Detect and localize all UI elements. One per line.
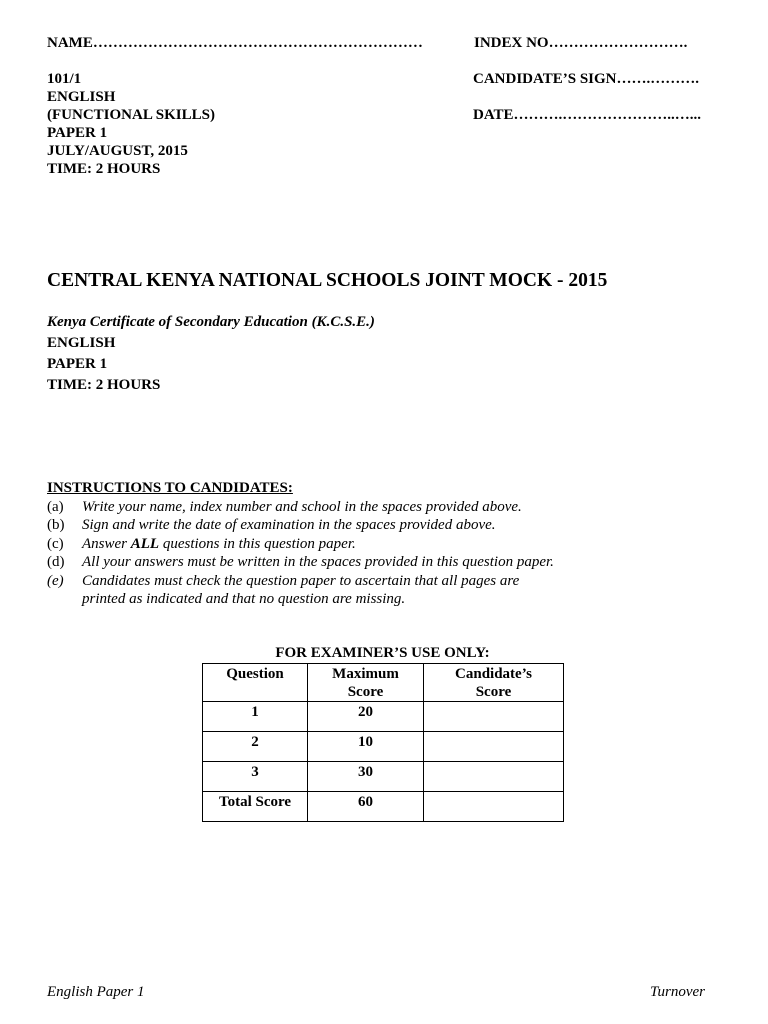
footer-left: English Paper 1: [47, 984, 145, 1000]
column-header-max-score: [308, 664, 424, 702]
paper-time: TIME: 2 HOURS: [47, 161, 161, 177]
column-header-candidate-score: [424, 664, 564, 702]
candidate-score-cell: [424, 702, 564, 732]
instruction-label: (d): [47, 554, 65, 570]
exam-title: CENTRAL KENYA NATIONAL SCHOOLS JOINT MOCK - 2015: [47, 270, 608, 291]
paper-number: PAPER 1: [47, 125, 108, 141]
instruction-label: (c): [47, 535, 64, 552]
instruction-item: [47, 498, 554, 517]
column-header-candidate-score-text: Candidate’s Score: [455, 666, 532, 700]
subtitle-block: [47, 312, 375, 396]
table-header-row: [203, 664, 564, 702]
date-line: DATE……….…………………..…...: [473, 107, 702, 123]
instruction-item: [47, 535, 554, 554]
paper-session: JULY/AUGUST, 2015: [47, 143, 188, 159]
paper-subject: ENGLISH: [47, 89, 116, 105]
index-number-line: INDEX NO……………………….: [474, 35, 688, 51]
max-score-cell: 20: [308, 702, 424, 732]
table-row-total: [203, 792, 564, 822]
instruction-label: (b): [47, 517, 65, 533]
name-line: NAME…………………………………………………………: [47, 35, 423, 51]
candidate-sign-line: CANDIDATE’S SIGN…….……….: [473, 71, 699, 87]
instructions-heading: INSTRUCTIONS TO CANDIDATES:: [47, 480, 293, 496]
footer-right: Turnover: [650, 984, 706, 1000]
question-cell: 1: [203, 702, 308, 732]
paper-subject-detail: (FUNCTIONAL SKILLS): [47, 107, 215, 123]
instructions-block: [47, 479, 554, 609]
kcse-line: Kenya Certificate of Secondary Education (K.C.S.E.): [47, 314, 375, 330]
max-score-cell: 30: [308, 762, 424, 792]
candidate-score-cell: [424, 732, 564, 762]
instruction-label: (e): [47, 572, 64, 589]
instruction-text: [82, 535, 356, 554]
question-cell: 3: [203, 762, 308, 792]
table-row: [203, 702, 564, 732]
column-header-max-score-text: Maximum Score: [332, 666, 399, 700]
instruction-item: [47, 553, 554, 572]
column-header-question: Question: [203, 664, 308, 702]
total-candidate-score-cell: [424, 792, 564, 822]
instruction-text: Write your name, index number and school in the spaces provided above.: [82, 498, 522, 515]
subject-line: ENGLISH: [47, 335, 116, 351]
paper-code: 101/1: [47, 71, 82, 87]
paper-line: PAPER 1: [47, 356, 108, 372]
examiner-score-table: [202, 663, 564, 822]
paper-info-block: [47, 70, 215, 178]
instruction-text: All your answers must be written in the spaces provided in this question paper.: [82, 554, 554, 570]
instruction-text-emphasis: ALL: [130, 535, 160, 552]
total-label-cell: Total Score: [203, 792, 308, 822]
instruction-text-post: questions in this question paper.: [159, 535, 356, 552]
candidate-score-cell: [424, 762, 564, 792]
max-score-cell: 10: [308, 732, 424, 762]
instruction-text: Candidates must check the question paper to ascertain that all pages are: [82, 572, 520, 589]
table-row: [203, 762, 564, 792]
instruction-text-continuation: printed as indicated and that no question are missing.: [82, 591, 406, 607]
question-cell: 2: [203, 732, 308, 762]
examiner-heading: FOR EXAMINER’S USE ONLY:: [275, 645, 490, 661]
time-line: TIME: 2 HOURS: [47, 377, 161, 393]
total-max-score-cell: 60: [308, 792, 424, 822]
instruction-text: Sign and write the date of examination in the spaces provided above.: [82, 517, 496, 533]
table-row: [203, 732, 564, 762]
instruction-text-pre: Answer: [82, 535, 131, 552]
instruction-item: [47, 516, 554, 535]
instruction-label: (a): [47, 498, 64, 515]
instruction-item: [47, 572, 554, 591]
